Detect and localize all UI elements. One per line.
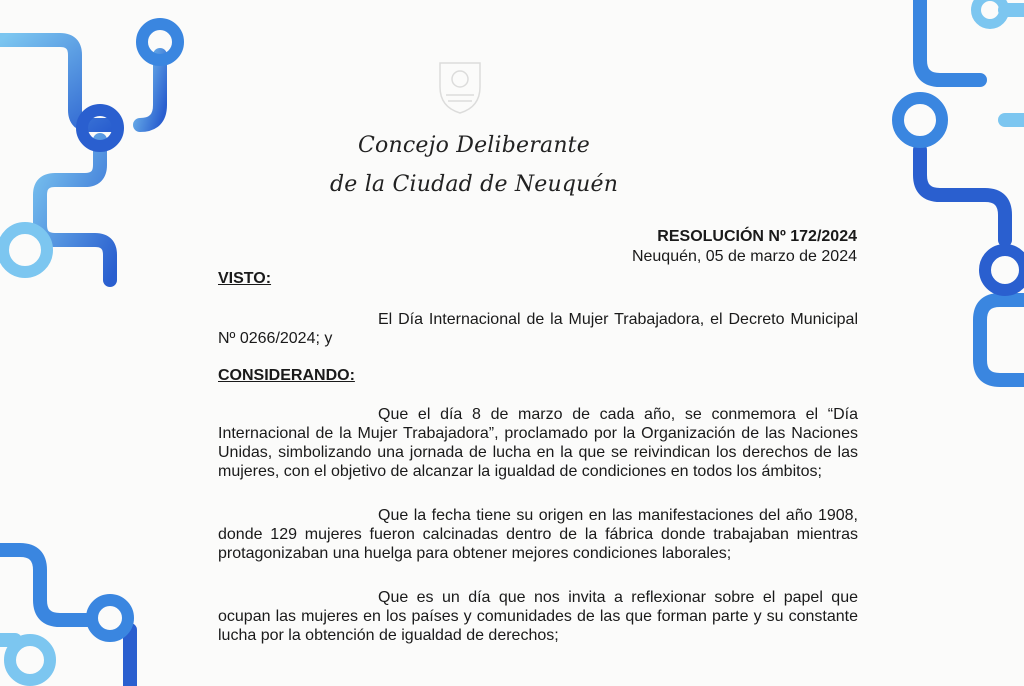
considerando-heading: CONSIDERANDO: [218, 367, 355, 384]
considerando-paragraph [218, 405, 858, 481]
visto-text: El Día Internacional de la Mujer Trabajadora, el Decreto Municipal Nº 0266/2024; y [218, 311, 858, 347]
paragraph-text: Que el día 8 de marzo de cada año, se conmemora el “Día Internacional de la Mujer Trabajadora”, proclamado por la Organización de las Naciones Unidas, simbolizando una jornada de lucha en la que se reivindican los derechos de las mujeres, con el objetivo de alcanzar la igualdad de condiciones en todos los ámbitos; [218, 406, 858, 480]
considerando-paragraph [218, 588, 858, 645]
paragraph-text: Que es un día que nos invita a reflexionar sobre el papel que ocupan las mujeres en los países y comunidades de las que forman parte y su constante lucha por la obtención de igualdad de derechos; [218, 589, 858, 644]
council-name-line2: de la Ciudad de Neuquén [330, 172, 619, 197]
council-name-line1: Concejo Deliberante [358, 133, 590, 158]
visto-heading: VISTO: [218, 270, 272, 287]
resolution-number: RESOLUCIÓN Nº 172/2024 [657, 228, 857, 245]
visto-paragraph [218, 310, 858, 348]
considerando-paragraph [218, 506, 858, 563]
resolution-date: Neuquén, 05 de marzo de 2024 [631, 248, 857, 265]
coat-of-arms-watermark [430, 55, 490, 117]
paragraph-text: Que la fecha tiene su origen en las manifestaciones del año 1908, donde 129 mujeres fueron calcinadas dentro de la fábrica donde trabajaban mientras protagonizaban una huelga para obtener mejores condiciones laborales; [218, 507, 858, 562]
